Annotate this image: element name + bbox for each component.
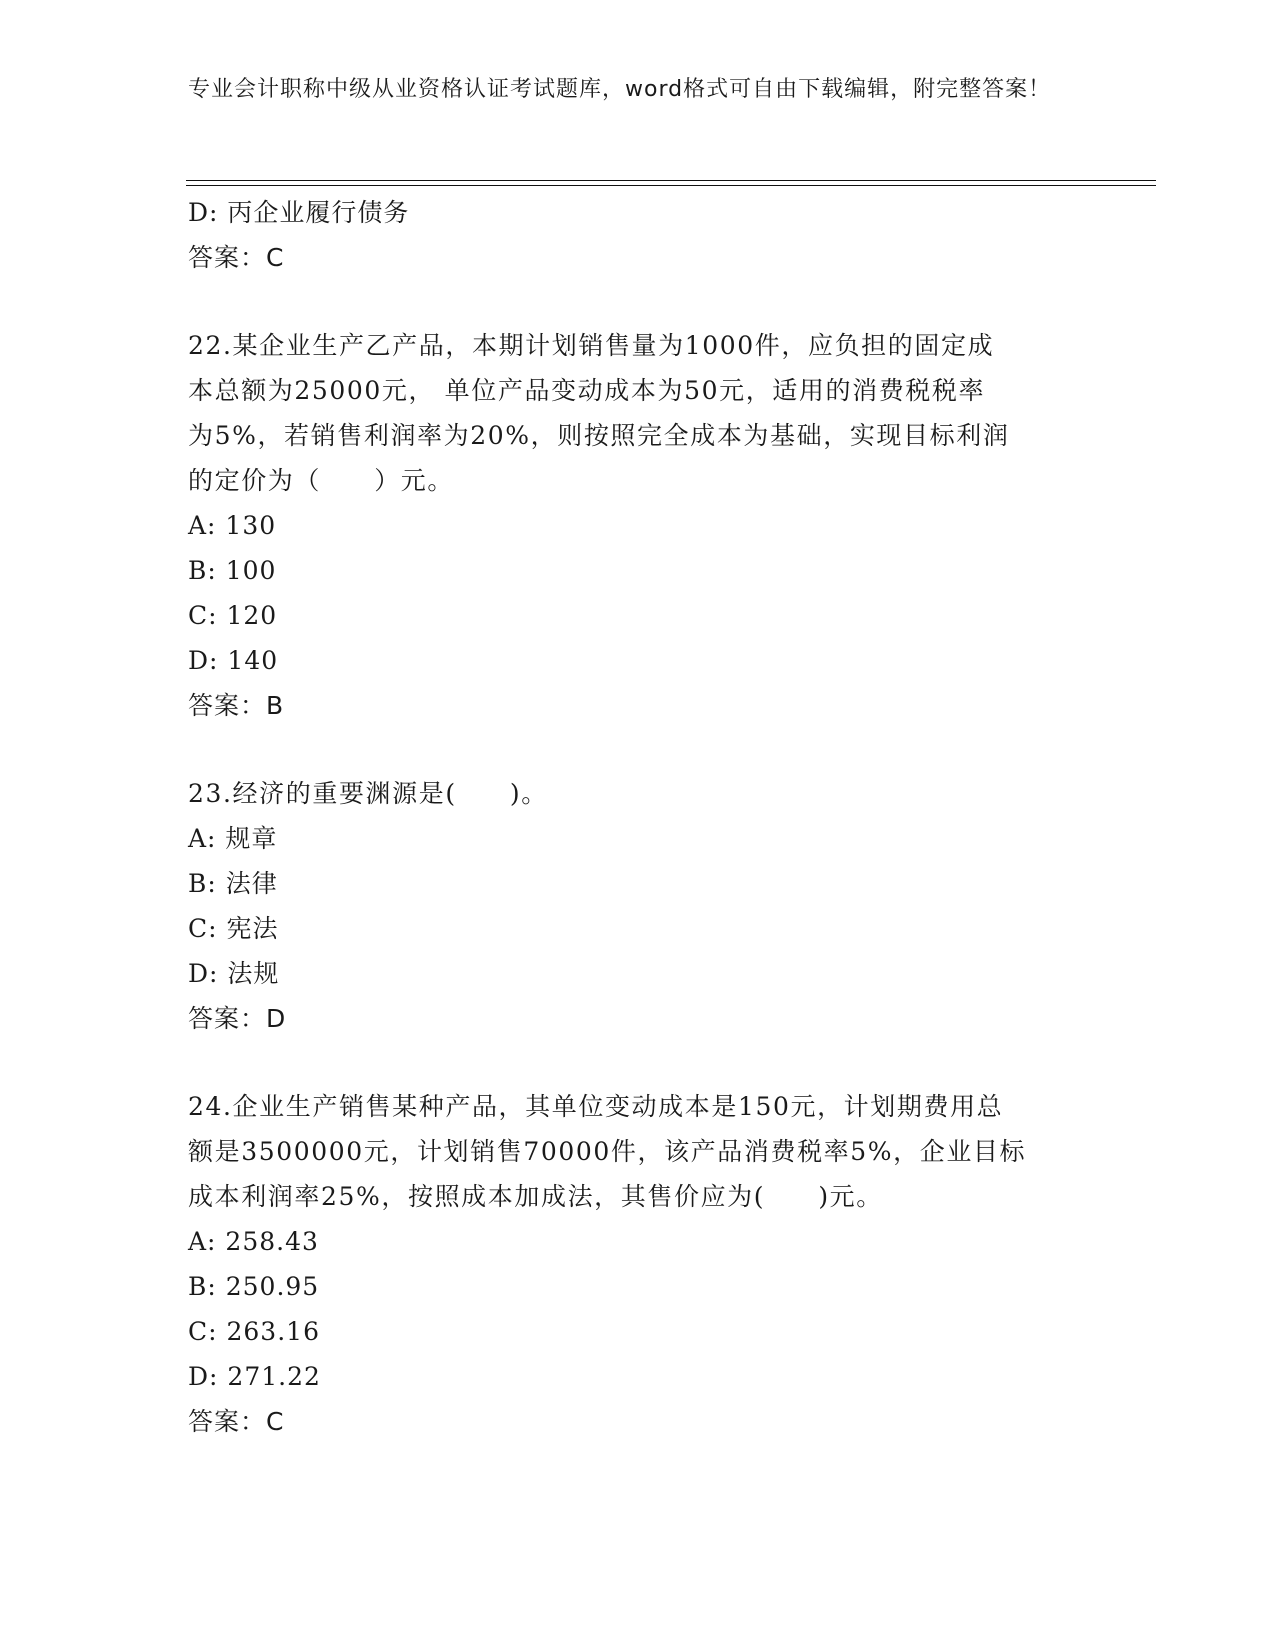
option-a: A: 258.43 [188, 1227, 319, 1256]
stem-line: 22.某企业生产乙产品，本期计划销售量为1000件，应负担的固定成 [188, 331, 995, 360]
question-stem [188, 771, 1048, 816]
header-text: 专业会计职称中级从业资格认证考试题库，word格式可自由下载编辑，附完整答案！ [188, 77, 1052, 102]
prev-question-tail [188, 190, 1088, 280]
option-d: D: 法规 [188, 959, 280, 988]
option-a: A: 规章 [188, 824, 278, 853]
stem-line: 为5%，若销售利润率为20%，则按照完全成本为基础，实现目标利润 [188, 421, 1010, 450]
question-23 [188, 771, 1088, 1041]
question-stem [188, 1084, 1048, 1219]
option-c: C: 宪法 [188, 914, 279, 943]
stem-line: 23.经济的重要渊源是( )。 [188, 779, 548, 808]
answer-line: 答案：B [188, 691, 285, 720]
stem-line: 本总额为25000元， 单位产品变动成本为50元，适用的消费税税率 [188, 376, 986, 405]
stem-line: 成本利润率25%，按照成本加成法，其售价应为( )元。 [188, 1182, 883, 1211]
option-d: D: 271.22 [188, 1362, 321, 1391]
header-rule-bottom [186, 185, 1156, 186]
page-header [188, 74, 1068, 106]
option-d: D: 140 [188, 646, 279, 675]
option-b: B: 250.95 [188, 1272, 320, 1301]
stem-line: 的定价为（ ）元。 [188, 466, 455, 495]
question-22 [188, 323, 1088, 728]
question-list [188, 190, 1088, 1444]
option-a: A: 130 [188, 511, 277, 540]
answer-line: 答案：C [188, 243, 285, 272]
option-b: B: 法律 [188, 869, 278, 898]
stem-line: 额是3500000元，计划销售70000件，该产品消费税率5%，企业目标 [188, 1137, 1027, 1166]
answer-line: 答案：D [188, 1004, 287, 1033]
question-stem [188, 323, 1048, 503]
answer-line: 答案：C [188, 1407, 285, 1436]
option-b: B: 100 [188, 556, 277, 585]
option-d: D: 丙企业履行债务 [188, 198, 410, 227]
header-rule-top [186, 180, 1156, 181]
option-c: C: 120 [188, 601, 278, 630]
question-24 [188, 1084, 1088, 1444]
stem-line: 24.企业生产销售某种产品，其单位变动成本是150元，计划期费用总 [188, 1092, 1004, 1121]
option-c: C: 263.16 [188, 1317, 320, 1346]
